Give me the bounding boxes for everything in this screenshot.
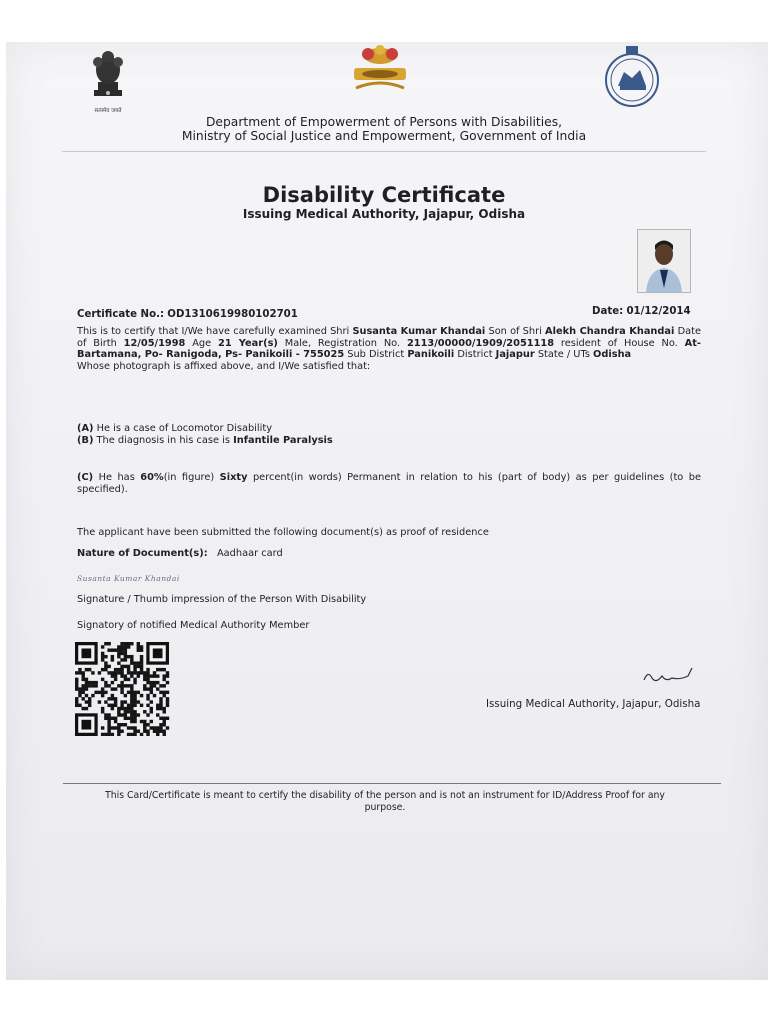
- emblem-caption: सत्यमेव जयते: [94, 108, 122, 114]
- signature-caption: Signature / Thumb impression of the Person With Disability: [77, 594, 367, 605]
- text-fragment: Sub District: [344, 349, 408, 361]
- disability-percent-words: Sixty: [219, 472, 248, 483]
- person-photo-icon: [638, 230, 690, 292]
- header-divider: [62, 151, 706, 152]
- clause-a-text: He is a case of Locomotor Disability: [93, 423, 272, 434]
- text-fragment: Date of Birth: [77, 326, 701, 349]
- text-fragment: Age: [185, 337, 219, 349]
- residence-proof-line: The applicant have been submitted the following document(s) as proof of residence: [77, 527, 489, 538]
- text-fragment: percent(in words) Permanent in relation to his (part of body) as per guidelines (to be specified).: [77, 472, 701, 495]
- certificate-title: Disability Certificate: [262, 183, 506, 207]
- issuing-authority: Issuing Medical Authority, Jajapur, Odisha: [486, 698, 701, 710]
- text-fragment: This is to certify that I/We have carefully examined Shri: [77, 326, 353, 337]
- document-label: Nature of Document(s):: [77, 548, 208, 559]
- footer-divider: [63, 783, 721, 784]
- state: Odisha: [593, 349, 632, 361]
- odisha-seal-icon: [600, 42, 664, 110]
- text-fragment: (in figure): [163, 472, 220, 483]
- certificate-number-value: OD1310619980102701: [167, 309, 298, 320]
- text-fragment: resident of House No.: [554, 337, 685, 349]
- age: 21 Year(s): [218, 337, 278, 349]
- signatory-line: Signatory of notified Medical Authority Member: [77, 620, 310, 631]
- state-logo-icon: [346, 44, 414, 96]
- date-of-birth: 12/05/1998: [123, 337, 186, 349]
- clause-b: [77, 435, 701, 447]
- clause-b-label: (B): [77, 435, 94, 446]
- disability-percent: 60%: [140, 472, 164, 483]
- applicant-photo: [637, 229, 691, 293]
- father-name: Alekh Chandra Khandai: [545, 326, 675, 337]
- clause-a-label: (A): [77, 423, 94, 434]
- date-value: 01/12/2014: [626, 306, 691, 317]
- applicant-signature: Susanta Kumar Khandai: [77, 574, 180, 583]
- clause-c-label: (C): [77, 472, 94, 483]
- person-name: Susanta Kumar Khandai: [352, 326, 486, 337]
- ministry-line: Ministry of Social Justice and Empowerment, Government of India: [181, 129, 587, 143]
- clause-c: [77, 472, 701, 495]
- certificate-number-label: Certificate No.:: [77, 309, 165, 320]
- date-label: Date:: [592, 306, 624, 317]
- district: Jajapur: [495, 349, 535, 361]
- photo-affixed-line: Whose photograph is affixed above, and I/We satisfied that:: [77, 360, 371, 372]
- text-fragment: District: [454, 349, 496, 361]
- registration-number: 2113/00000/1909/2051118: [406, 337, 555, 349]
- ashoka-emblem-icon: [86, 48, 130, 108]
- authority-signature-mark: [640, 666, 696, 688]
- certificate-subtitle: Issuing Medical Authority, Jajapur, Odisha: [242, 207, 526, 221]
- certificate-number: [77, 309, 298, 321]
- text-fragment: Son of Shri: [485, 326, 546, 337]
- document-value: Aadhaar card: [216, 548, 283, 559]
- certification-paragraph: [77, 326, 701, 372]
- text-fragment: Male, Registration No.: [277, 337, 407, 349]
- address: At- Bartamana, Po- Ranigoda, Ps- Panikoili - 755025: [77, 337, 701, 361]
- text-fragment: He has: [93, 472, 141, 483]
- nature-of-document: [77, 548, 701, 560]
- diagnosis: Infantile Paralysis: [233, 435, 333, 446]
- qr-code: [75, 642, 173, 736]
- text-fragment: State / UTs: [534, 349, 594, 361]
- clause-a: [77, 423, 701, 435]
- department-line: Department of Empowerment of Persons with Disabilities,: [205, 115, 563, 129]
- certificate-date: [592, 306, 691, 318]
- sub-district: Panikoili: [407, 349, 455, 361]
- footer-disclaimer: This Card/Certificate is meant to certify the disability of the person and is not an instrument for ID/Address Proof for any purpose.: [105, 790, 665, 813]
- clause-b-text: The diagnosis in his case is: [93, 435, 234, 446]
